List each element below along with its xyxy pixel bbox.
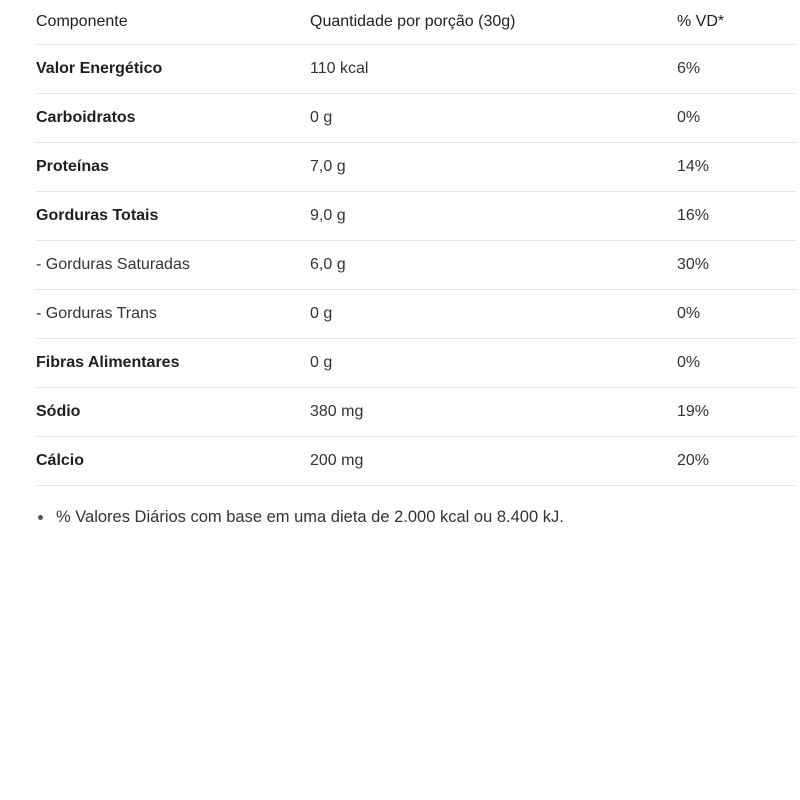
table-row [36,192,796,241]
row-quantity: 200 mg [310,437,677,486]
row-name: Gorduras Totais [36,192,310,241]
row-quantity: 7,0 g [310,143,677,192]
row-dv: 0% [677,339,796,388]
footnote-item [36,508,796,527]
row-name: Proteínas [36,143,310,192]
table-row [36,290,796,339]
header-dv: % VD* [677,0,796,45]
row-dv: 16% [677,192,796,241]
row-name: Carboidratos [36,94,310,143]
row-quantity: 9,0 g [310,192,677,241]
row-quantity: 0 g [310,339,677,388]
row-dv: 14% [677,143,796,192]
bullet-icon [38,515,43,520]
nutrition-facts [36,0,796,527]
row-name: Valor Energético [36,45,310,94]
row-name: - Gorduras Trans [36,290,310,339]
row-quantity: 0 g [310,94,677,143]
nutrition-table [36,0,796,486]
row-dv: 19% [677,388,796,437]
table-row [36,241,796,290]
row-name: Fibras Alimentares [36,339,310,388]
header-component: Componente [36,0,310,45]
row-quantity: 6,0 g [310,241,677,290]
table-row [36,143,796,192]
row-name: Cálcio [36,437,310,486]
row-dv: 0% [677,94,796,143]
footnote-text: % Valores Diários com base em uma dieta de 2.000 kcal ou 8.400 kJ. [56,508,564,526]
table-row [36,437,796,486]
table-row [36,339,796,388]
row-quantity: 0 g [310,290,677,339]
row-dv: 0% [677,290,796,339]
row-name: - Gorduras Saturadas [36,241,310,290]
table-row [36,94,796,143]
row-dv: 6% [677,45,796,94]
header-quantity: Quantidade por porção (30g) [310,0,677,45]
table-row [36,388,796,437]
row-quantity: 110 kcal [310,45,677,94]
row-quantity: 380 mg [310,388,677,437]
row-dv: 30% [677,241,796,290]
table-header-row [36,0,796,45]
row-name: Sódio [36,388,310,437]
table-row [36,45,796,94]
row-dv: 20% [677,437,796,486]
